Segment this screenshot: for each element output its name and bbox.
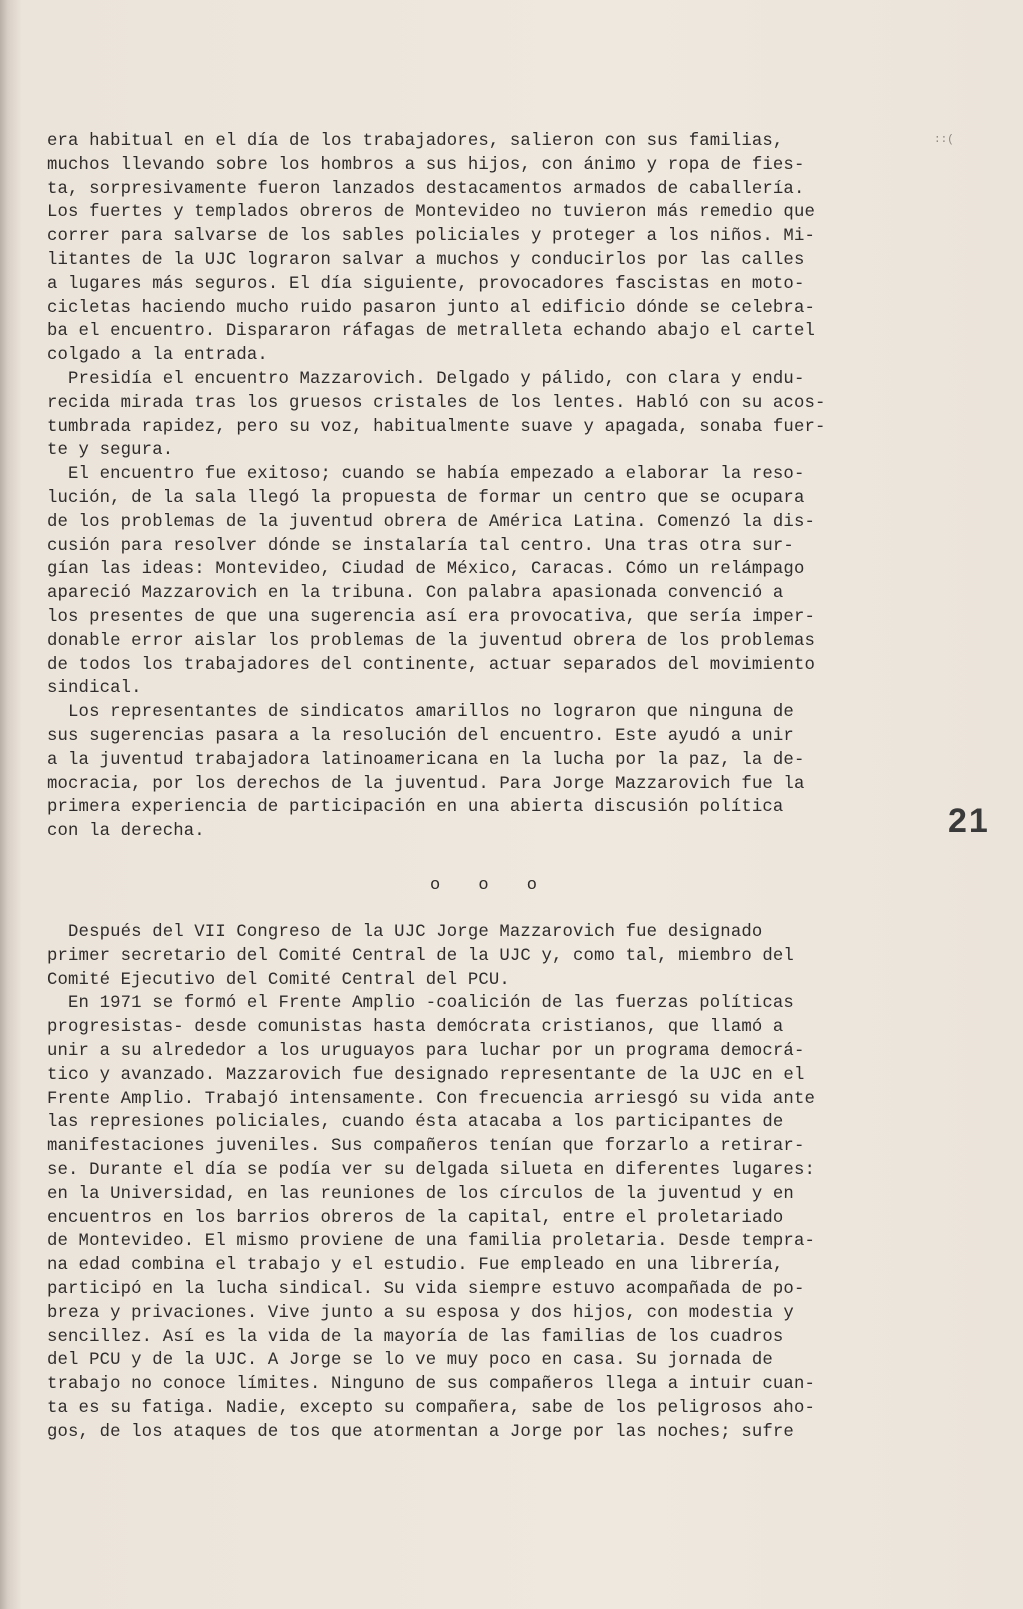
text-line: cusión para resolver dónde se instalaría tal centro. Una tras otra sur- <box>47 536 794 556</box>
text-line: colgado a la entrada. <box>47 346 268 366</box>
text-line: manifestaciones juveniles. Sus compañeros tenían que forzarlo a retirar- <box>47 1137 805 1157</box>
text-line: primera experiencia de participación en una abierta discusión política <box>47 798 784 818</box>
text-line: los presentes de que una sugerencia así era provocativa, que sería imper- <box>47 607 815 627</box>
text-line: se. Durante el día se podía ver su delgada silueta en diferentes lugares: <box>47 1160 815 1180</box>
text-line: te y segura. <box>47 441 174 461</box>
text-line: breza y privaciones. Vive junto a su esposa y dos hijos, con modestia y <box>47 1303 794 1323</box>
text-line: donable error aislar los problemas de la juventud obrera de los problemas <box>47 631 815 651</box>
text-line: litantes de la UJC lograron salvar a muchos y conducirlos por las calles <box>47 250 805 270</box>
text-line: mocracia, por los derechos de la juventud. Para Jorge Mazzarovich fue la <box>47 774 805 794</box>
text-line: de los problemas de la juventud obrera de América Latina. Comenzó la dis- <box>47 512 815 532</box>
text-line: Comité Ejecutivo del Comité Central del PCU. <box>47 970 510 990</box>
text-line: tico y avanzado. Mazzarovich fue designado representante de la UJC en el <box>47 1065 805 1085</box>
text-line: de todos los trabajadores del continente, actuar separados del movimiento <box>47 655 815 675</box>
text-line: sus sugerencias pasara a la resolución del encuentro. Este ayudó a unir <box>47 726 794 746</box>
body-text-upper <box>47 130 927 844</box>
body-text-lower <box>47 921 927 1445</box>
text-line: gían las ideas: Montevideo, Ciudad de México, Caracas. Cómo un relámpago <box>47 560 805 580</box>
text-line: correr para salvarse de los sables policiales y proteger a los niños. Mi- <box>47 227 815 247</box>
text-line: lución, de la sala llegó la propuesta de formar un centro que se ocupara <box>47 488 805 508</box>
text-line: ba el encuentro. Dispararon ráfagas de metralleta echando abajo el cartel <box>47 322 815 342</box>
text-line: encuentros en los barrios obreros de la capital, entre el proletariado <box>47 1208 784 1228</box>
text-line: a la juventud trabajadora latinoamericana en la lucha por la paz, la de- <box>47 750 805 770</box>
text-line: en la Universidad, en las reuniones de los círculos de la juventud y en <box>47 1184 794 1204</box>
text-line: muchos llevando sobre los hombros a sus hijos, con ánimo y ropa de fies- <box>47 155 805 175</box>
text-line: unir a su alrededor a los uruguayos para luchar por un programa democrá- <box>47 1041 805 1061</box>
text-line: primer secretario del Comité Central de la UJC y, como tal, miembro del <box>47 946 794 966</box>
text-line: Presidía el encuentro Mazzarovich. Delgado y pálido, con clara y endu- <box>47 369 805 389</box>
text-line: gos, de los ataques de tos que atormentan a Jorge por las noches; sufre <box>47 1422 794 1442</box>
text-line: las represiones policiales, cuando ésta atacaba a los participantes de <box>47 1113 784 1133</box>
text-line: El encuentro fue exitoso; cuando se había empezado a elaborar la reso- <box>47 465 805 485</box>
text-line: Frente Amplio. Trabajó intensamente. Con frecuencia arriesgó su vida ante <box>47 1089 815 1109</box>
text-line: a lugares más seguros. El día siguiente, provocadores fascistas en moto- <box>47 274 805 294</box>
text-line: na edad combina el trabajo y el estudio. Fue empleado en una librería, <box>47 1256 784 1276</box>
text-line: participó en la lucha sindical. Su vida siempre estuvo acompañada de po- <box>47 1279 805 1299</box>
text-line: ta es su fatiga. Nadie, excepto su compañera, sabe de los peligrosos aho- <box>47 1398 815 1418</box>
text-line: con la derecha. <box>47 822 205 842</box>
text-line: cicletas haciendo mucho ruido pasaron junto al edificio dónde se celebra- <box>47 298 815 318</box>
section-separator: o o o <box>430 876 552 895</box>
text-line: de Montevideo. El mismo proviene de una familia proletaria. Desde tempra- <box>47 1232 815 1252</box>
text-line: ta, sorpresivamente fueron lanzados destacamentos armados de caballería. <box>47 179 805 199</box>
text-line: tumbrada rapidez, pero su voz, habitualmente suave y apagada, sonaba fuer- <box>47 417 826 437</box>
text-line: del PCU y de la UJC. A Jorge se lo ve muy poco en casa. Su jornada de <box>47 1351 773 1371</box>
text-line: En 1971 se formó el Frente Amplio -coalición de las fuerzas políticas <box>47 994 794 1014</box>
text-line: trabajo no conoce límites. Ninguno de sus compañeros llega a intuir cuan- <box>47 1375 815 1395</box>
text-line: Los fuertes y templados obreros de Montevideo no tuvieron más remedio que <box>47 203 815 223</box>
text-line: era habitual en el día de los trabajadores, salieron con sus familias, <box>47 132 784 151</box>
text-line: sencillez. Así es la vida de la mayoría de las familias de los cuadros <box>47 1327 784 1347</box>
page-number: 21 <box>948 802 990 840</box>
margin-mark: ::( <box>934 134 954 146</box>
text-line: sindical. <box>47 679 142 699</box>
text-line: Después del VII Congreso de la UJC Jorge Mazzarovich fue designado <box>47 923 763 942</box>
text-line: recida mirada tras los gruesos cristales de los lentes. Habló con su acos- <box>47 393 826 413</box>
text-line: apareció Mazzarovich en la tribuna. Con palabra apasionada convenció a <box>47 584 784 604</box>
text-line: Los representantes de sindicatos amarillos no lograron que ninguna de <box>47 703 794 723</box>
text-line: progresistas- desde comunistas hasta demócrata cristianos, que llamó a <box>47 1018 784 1038</box>
